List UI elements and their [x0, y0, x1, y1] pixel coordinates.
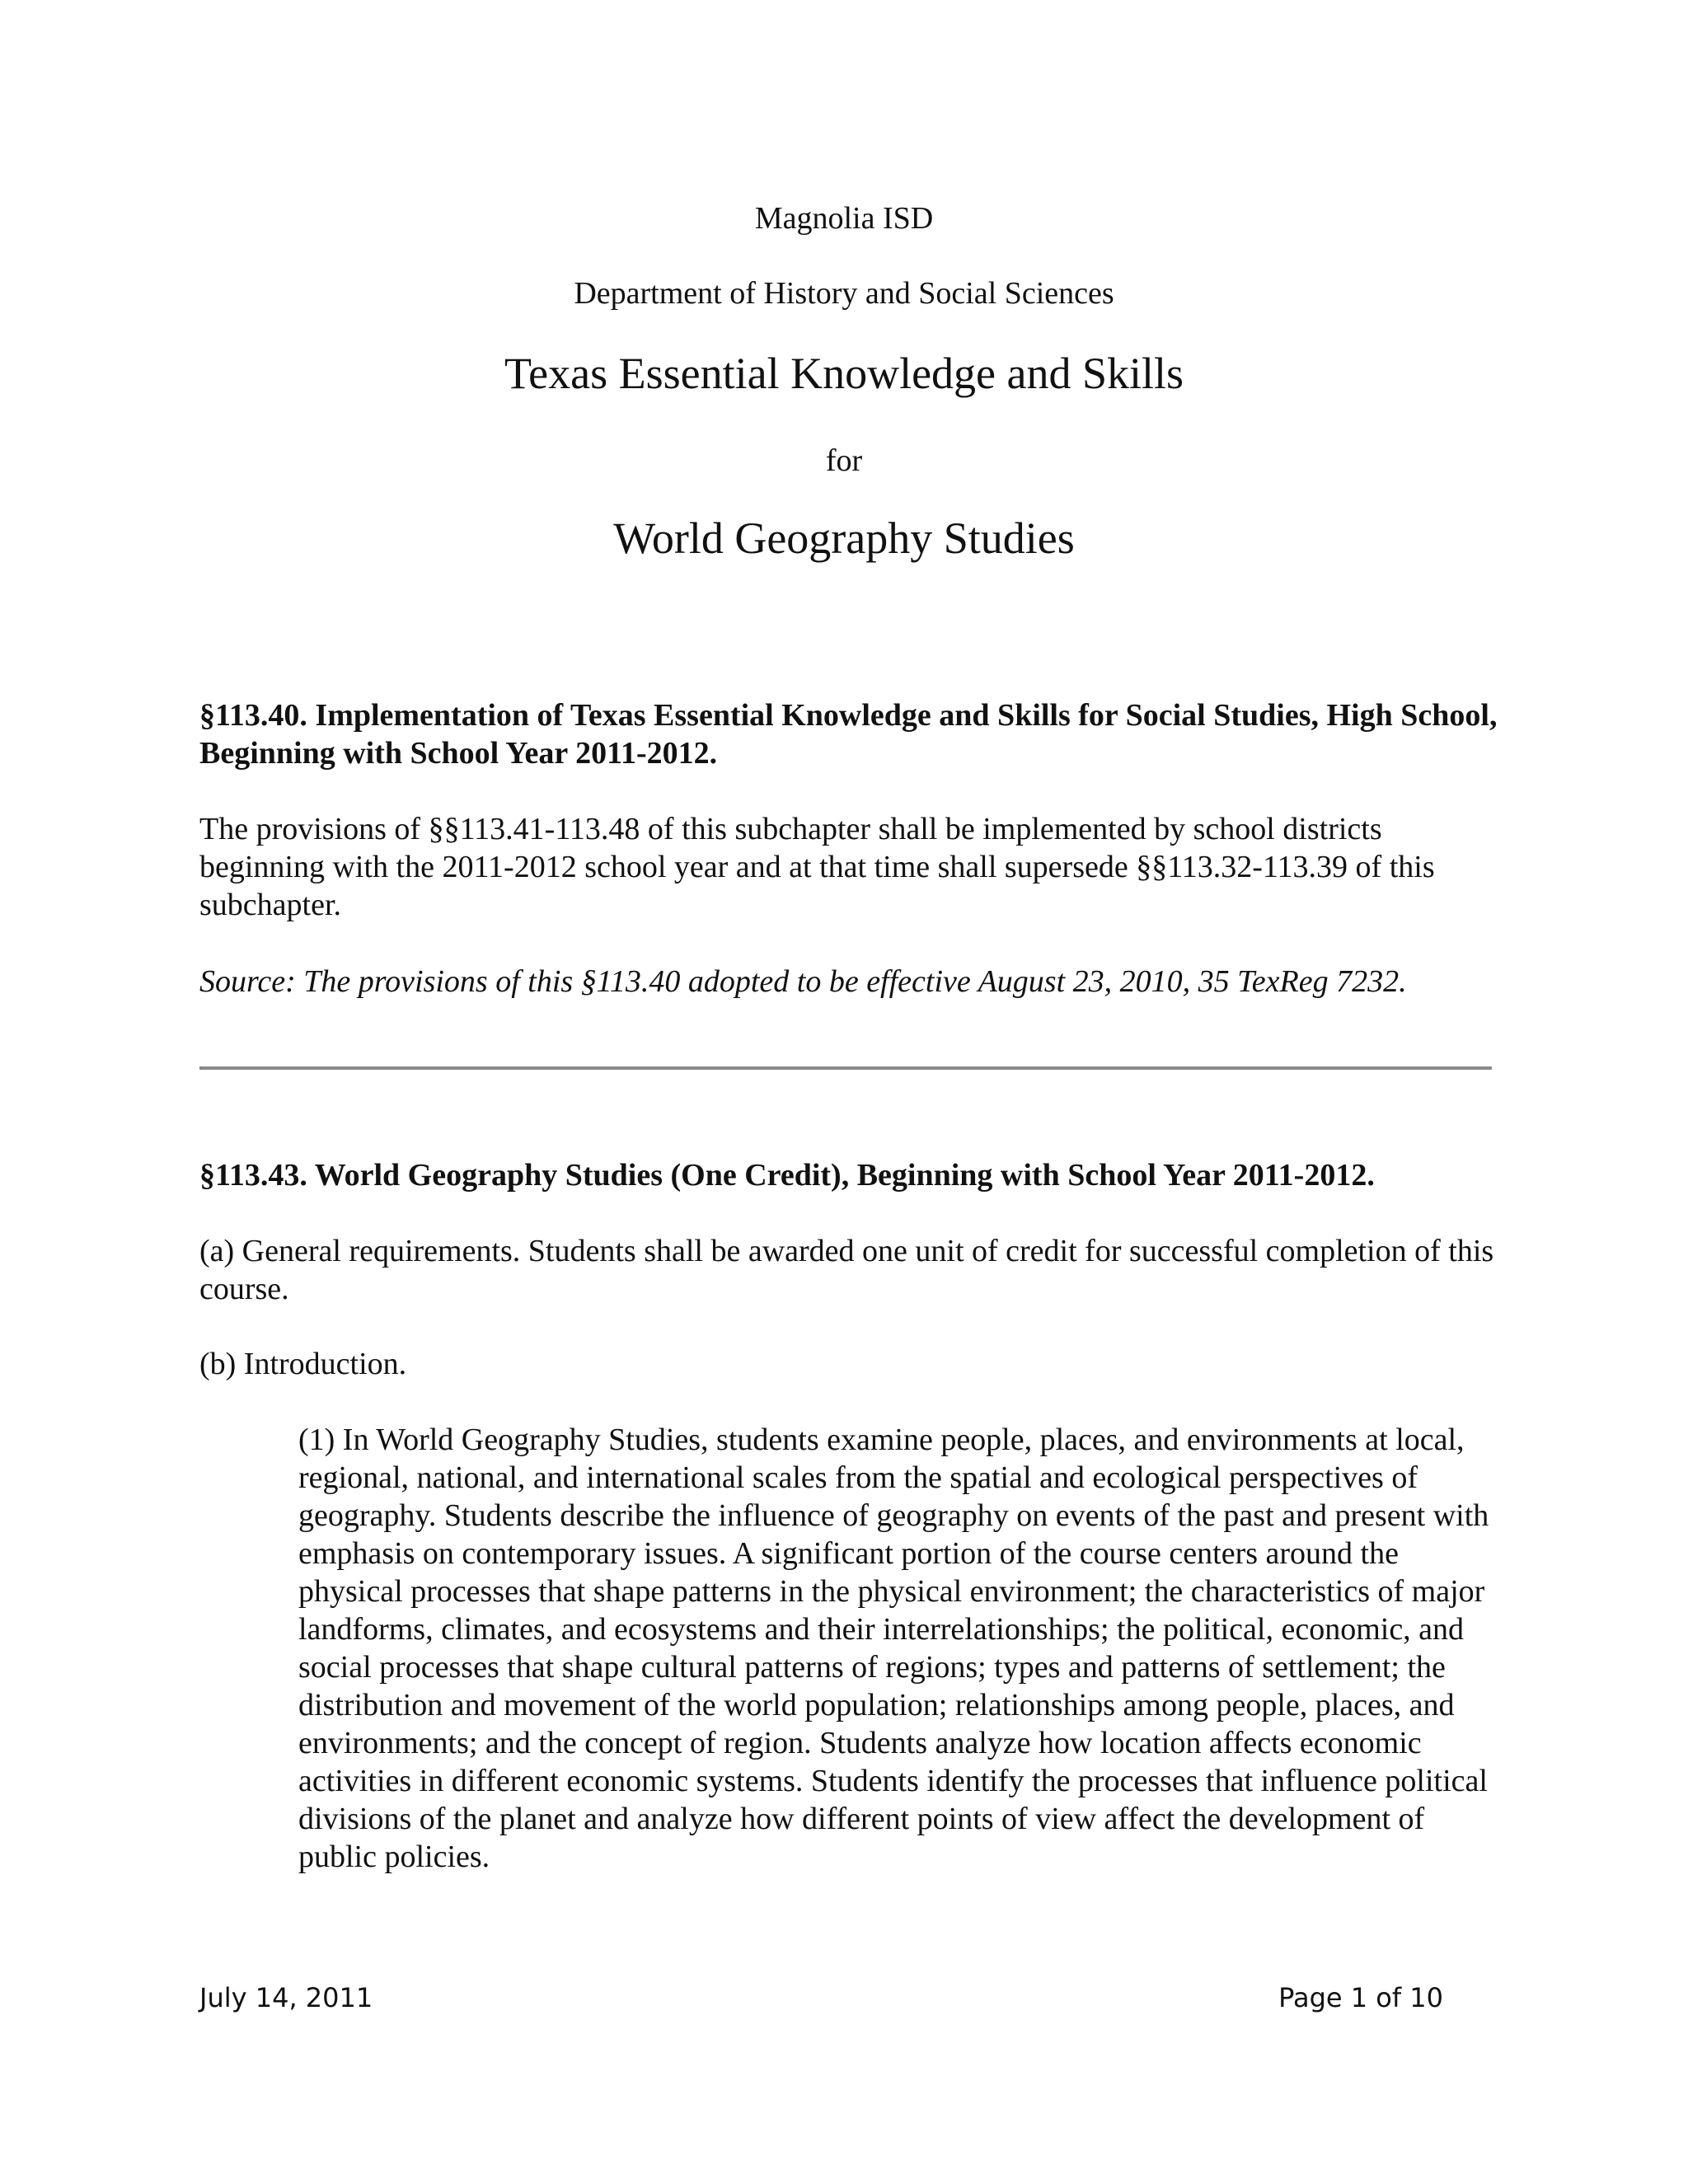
section-11343-heading: §113.43. World Geography Studies (One Credit), Beginning with School Year 2011-2012.	[199, 1158, 1375, 1193]
general-requirements-paragraph: (a) General requirements. Students shall be awarded one unit of credit for successful completion of this course.	[199, 1234, 1494, 1306]
section-11340-heading: §113.40. Implementation of Texas Essential Knowledge and Skills for Social Studies, High School, Beginning with School Year 2011-2012.	[199, 698, 1498, 771]
section-11340-source: Source: The provisions of this §113.40 adopted to be effective August 23, 2010, 35 TexReg 7232.	[199, 964, 1407, 999]
footer-date: July 14, 2011	[199, 1982, 373, 2013]
section-divider	[199, 1066, 1492, 1070]
department-name: Department of History and Social Sciences	[574, 276, 1114, 311]
footer-page-number: Page 1 of 10	[1278, 1982, 1443, 2013]
section-11340-body: The provisions of §§113.41-113.48 of this subchapter shall be implemented by school districts beginning with the 2011-2012 school year and at that time shall supersede §§113.32-113.39 of this subchapter.	[199, 812, 1435, 922]
district-name: Magnolia ISD	[754, 201, 934, 236]
document-title: Texas Essential Knowledge and Skills	[504, 349, 1184, 398]
introduction-label: (b) Introduction.	[199, 1347, 407, 1381]
subject-title: World Geography Studies	[613, 513, 1075, 563]
for-label: for	[825, 443, 863, 478]
introduction-paragraph-1: (1) In World Geography Studies, students examine people, places, and environments at local, regional, national, and international scales from the spatial and ecological perspectives of geography. Students describe the influence of geography on events of the past and present with emphasis on contemporary issues. A significant portion of the course centers around the physical processes that shape patterns in the physical environment; the characteristics of major landforms, climates, and ecosystems and their interrelationships; the political, economic, and social processes that shape cultural patterns of regions; types and patterns of settlement; the distribution and movement of the world population; relationships among people, places, and environments; and the concept of region. Students analyze how location affects economic activities in different economic systems. Students identify the processes that influence political divisions of the planet and analyze how different points of view affect the development of public policies.	[298, 1422, 1489, 1874]
